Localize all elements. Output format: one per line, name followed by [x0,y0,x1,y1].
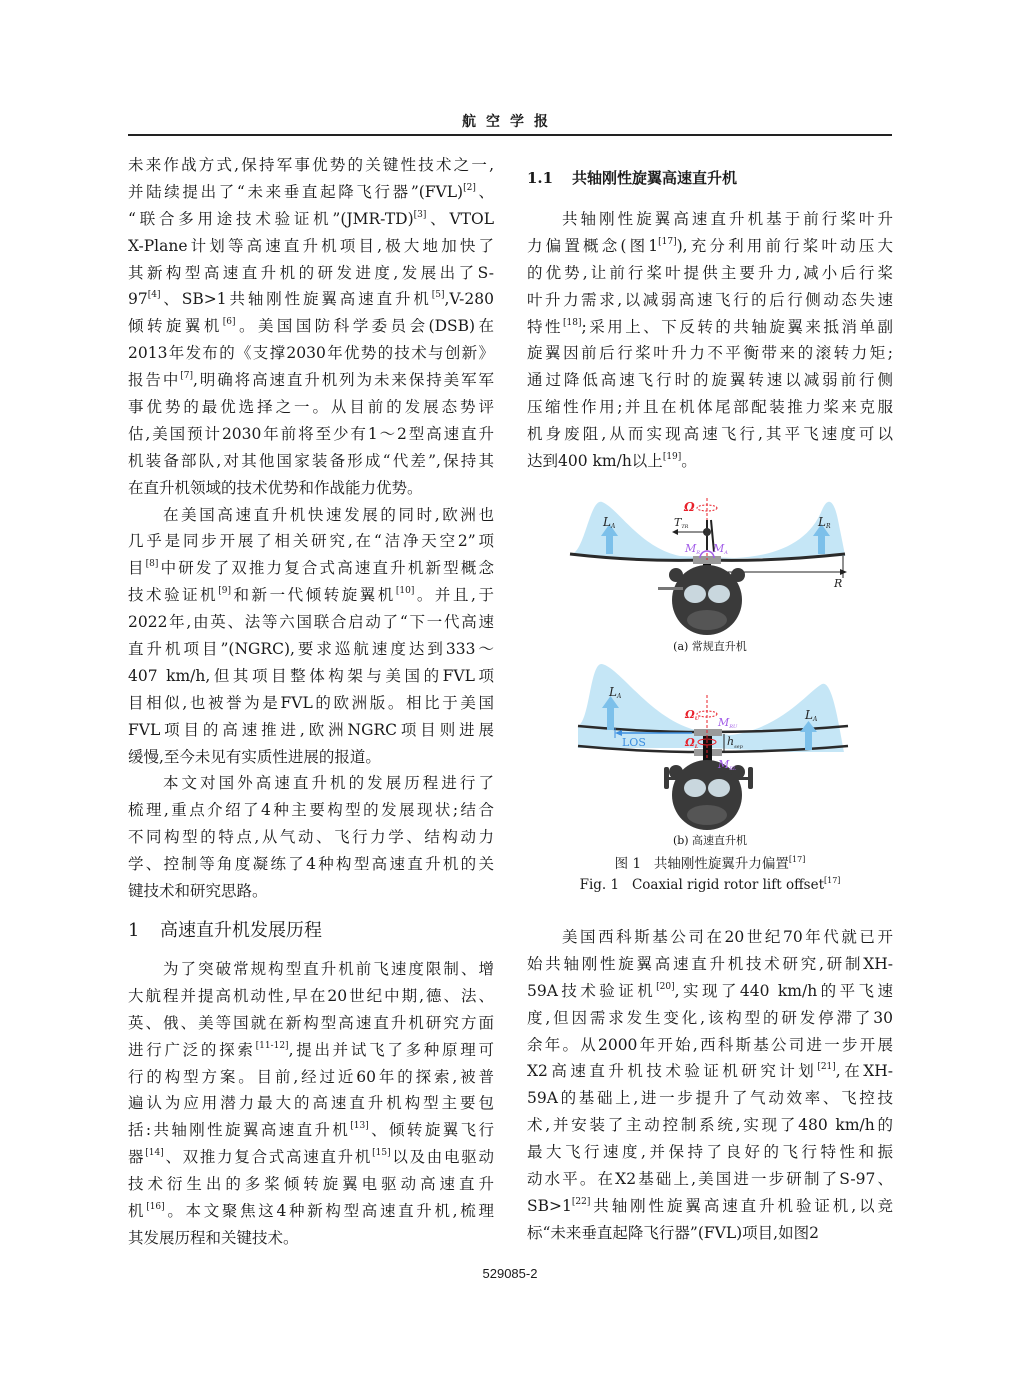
text-line: 不同构型的特点,从气动、飞行力学、结构动力 [128,828,494,847]
text-line: 几乎是同步开展了相关研究,在“洁净天空2”项 [128,532,494,551]
text-line: 美国西科斯基公司在20世纪70年代就已开 [562,928,893,946]
svg-text:MRL: MRL [718,758,737,772]
label-lift-left: L [609,685,617,699]
text-line: 机[16]。本文聚焦这4种新构型高速直升机,梳理 [128,1201,494,1220]
text-line: 共轴刚性旋翼高速直升机基于前行桨叶升 [562,210,893,228]
citation-ref: [8] [145,559,159,570]
subsection-number: 1.1 [527,169,554,187]
svg-text:LA: LA [603,515,616,530]
figure-caption-cn [527,852,893,872]
svg-text:LR: LR [818,515,831,530]
text-line: 括:共轴刚性旋翼高速直升机[13]、倾转旋翼飞行 [128,1121,494,1140]
citation-ref: [21] [817,1062,836,1073]
header-rule [128,134,892,136]
label-los: LOS [622,736,646,749]
citation-ref: [22] [571,1196,591,1207]
svg-text:hsep: $h_{sep}$ [727,735,743,750]
text-line: 最大飞行速度,并保持了良好的飞行特性和振 [527,1143,893,1162]
label-tail-thrust: T [674,516,682,529]
citation-ref: [18] [563,317,582,328]
label-moment-r: M [685,542,697,555]
text-line: 行的构型方案。目前,经过近60年的探索,被普 [128,1067,494,1086]
citation-ref: [19] [662,452,682,463]
text-line: 梳理,重点介绍了4种主要构型的发展现状;结合 [128,801,494,820]
right-column-bottom [527,924,893,1247]
panel-b-caption: (b) 高速直升机 [672,834,748,847]
text-line: 59A的基础上,进一步提升了气动效率、飞控技 [527,1089,893,1108]
citation-ref: [10] [395,586,415,597]
subsection-heading [527,164,893,192]
label-moment-upper: M [718,716,730,729]
citation-ref: [7] [180,371,193,382]
text-line: 术,并安装了主动控制系统,实现了480 km/h的 [527,1116,893,1135]
text-line: 直升机项目”(NGRC),要求巡航速度达到333～ [128,640,494,659]
right-paragraphs-bottom [527,924,893,1247]
label-omega-upper: Ω [685,708,695,721]
text-line: X-Plane计划等高速直升机项目,极大地加快了 [128,236,494,255]
label-omega-lower: Ω [685,736,695,749]
text-line: 报告中[7],明确将高速直升机列为未来保持美军军 [128,371,494,390]
text-line: 标“未来垂直起降飞行器”(FVL)项目,如图2 [527,1223,819,1242]
text-line: 键技术和研究思路。 [128,882,268,901]
text-line: “联合多用途技术验证机”(JMR-TD)[3]、VTOL [128,209,494,228]
right-paragraphs-top [527,206,893,475]
text-line: 目[8]中研发了双推力复合式高速直升机新型概念 [128,559,494,578]
svg-text:ΩU: ΩU [685,708,700,722]
citation-ref: [13] [350,1121,369,1132]
figure-title-en: Coaxial rigid rotor lift offset [631,877,824,893]
section-number: 1 [128,919,140,941]
svg-text:TTR: TTR [674,516,689,530]
citation-ref: [16] [146,1201,165,1212]
label-lift-retreating: L [818,515,826,529]
arrow-up-icon [606,534,613,554]
citation-ref: [4] [147,290,161,301]
text-line: 器[14]、双推力复合式高速直升机[15]以及由电驱动 [128,1148,494,1167]
text-line: 其发展历程和关键技术。 [128,1228,299,1247]
text-line: SB>1[22]共轴刚性旋翼高速直升机验证机,以竞 [527,1196,893,1215]
figure-label-cn: 图 1 [614,856,642,872]
figure-ref-en: [17] [824,876,841,885]
journal-header: 航空学报 [462,114,558,130]
text-line: FVL项目的高速推进,欧洲NGRC项目则进展 [128,720,494,739]
text-line: 技术衍生出的多桨倾转旋翼电驱动高速直升 [128,1175,494,1194]
text-line: 进行广泛的探索[11-12],提出并试飞了多种原理可 [128,1040,494,1059]
svg-text:ΩL: ΩL [685,736,699,750]
svg-text:MA: MA [713,542,728,556]
right-column-top [527,164,893,475]
text-line: 2022年,由英、法等六国联合启动了“下一代高速 [128,613,494,632]
page-number: 529085-2 [482,1266,538,1281]
text-line: 目相似,也被誉为是FVL的欧洲版。相比于美国 [128,693,494,712]
text-line: 达到400 km/h以上[19]。 [527,452,697,471]
text-line: 旋翼因前后行桨叶升力不平衡带来的滚转力矩; [527,344,893,363]
citation-ref: [6] [222,317,236,328]
panel-a [570,498,847,653]
figure-label-en: Fig. 1 [579,877,620,893]
text-line: 59A技术验证机[20],实现了440 km/h的平飞速 [527,981,893,1000]
label-h-sep: h [727,735,735,748]
panel-a-caption: (a) 常规直升机 [673,640,747,653]
text-line: 未来作战方式,保持军事优势的关键性技术之一, [128,156,494,174]
arrow-up-icon [818,534,825,554]
text-line: 其新构型高速直升机的研发进度,发展出了S- [128,263,494,282]
svg-text:LA: LA [805,708,818,723]
label-moment-a: M [713,542,725,555]
citation-ref: [17] [658,236,677,247]
text-line: 度,但因需求发生变化,该构型的研发停滞了30 [527,1008,893,1027]
text-line: X2高速直升机技术验证机研究计划[21],在XH- [527,1062,893,1081]
figure-caption-en [527,877,893,893]
citation-ref: [14] [145,1148,164,1159]
text-line: 并陆续提出了“未来垂直起降飞行器”(FVL)[2]、 [128,182,494,201]
text-line: 遍认为应用潜力最大的高速直升机构型主要包 [128,1094,494,1113]
text-line: 2013年发布的《支撑2030年优势的技术与创新》 [128,344,494,363]
panel-b [578,664,848,847]
text-line: 特性[18];采用上、下反转的共轴旋翼来抵消单副 [527,317,893,336]
text-line: 英、俄、美等国就在新构型高速直升机研究方面 [128,1013,494,1032]
figure-1 [560,490,860,850]
section-title: 高速直升机发展历程 [160,919,322,941]
text-line: 在美国高速直升机快速发展的同时,欧洲也 [163,505,494,524]
text-line: 在直升机领域的技术优势和作战能力优势。 [128,478,423,497]
text-line: 本文对国外高速直升机的发展历程进行了 [163,774,494,793]
text-line: 缓慢,至今未见有实质性进展的报道。 [128,747,381,766]
arrow-up-icon [607,706,614,730]
label-moment-lower: M [718,758,730,771]
text-line: 的优势,让前行桨叶提供主要升力,减小后行桨 [527,263,893,282]
citation-ref: [3] [413,209,427,220]
figure-ref-cn: [17] [788,855,806,864]
text-line: 动水平。在X2基础上,美国进一步研制了S-97、 [527,1170,893,1189]
label-lift-advancing: L [603,515,611,529]
text-line: 大航程并提高机动性,早在20世纪中期,德、法、 [128,986,494,1005]
left-column [128,152,494,1252]
text-line: 叶升力需求,以减弱高速飞行的后行侧动态失速 [527,290,893,309]
subsection-title: 共轴刚性旋翼高速直升机 [572,169,738,187]
text-line: 为了突破常规构型直升机前飞速度限制、增 [163,959,494,978]
text-line: 估,美国预计2030年前将至少有1～2型高速直升 [128,424,494,443]
section-heading [128,916,494,946]
upper-hub [694,729,722,736]
citation-ref: [11-12] [255,1040,289,1051]
text-line: 力偏置概念(图1[17]),充分利用前行桨叶动压大 [527,236,893,255]
label-lift-right: L [805,708,813,722]
text-line: 余年。从2000年开始,西科斯基公司进一步开展 [527,1035,893,1054]
text-line: 机身废阻,从而实现高速飞行,其平飞速度可以 [527,425,893,444]
text-line: 97[4]、SB>1共轴刚性旋翼高速直升机[5],V-280 [128,290,494,309]
text-line: 学、控制等角度凝练了4种构型高速直升机的关 [128,855,494,874]
figure-title-cn: 共轴刚性旋翼升力偏置 [653,856,789,872]
text-line: 压缩性作用;并且在机体尾部配装推力桨来克服 [527,398,893,417]
left-paragraphs-top [128,152,494,905]
label-radius: R [834,577,843,590]
citation-ref: [20] [656,981,675,992]
text-line: 始共轴刚性旋翼高速直升机技术研究,研制XH- [527,954,893,973]
left-paragraphs-bottom [128,956,494,1252]
text-line: 407 km/h,但其项目整体构架与美国的FVL项 [128,666,494,685]
text-line: 机装备部队,对其他国家装备形成“代差”,保持其 [128,451,494,470]
arrow-up-icon [805,730,812,750]
text-line: 事优势的最优选择之一。从目前的发展态势评 [128,398,494,417]
citation-ref: [5] [431,290,445,301]
svg-text:MRU: MRU [718,716,738,730]
label-omega: Ω [684,500,695,514]
svg-text:MR: MR [685,542,701,556]
svg-text:LA: LA [609,685,622,700]
citation-ref: [9] [218,586,231,597]
text-line: 通过降低高速飞行时的旋翼转速以减弱前行侧 [527,371,893,390]
rotor-lift-diagram [560,490,860,850]
citation-ref: [2] [463,182,476,193]
text-line: 技术验证机[9]和新一代倾转旋翼机[10]。并且,于 [128,586,494,605]
text-line: 倾转旋翼机[6]。美国国防科学委员会(DSB)在 [128,317,494,336]
citation-ref: [15] [372,1148,391,1159]
